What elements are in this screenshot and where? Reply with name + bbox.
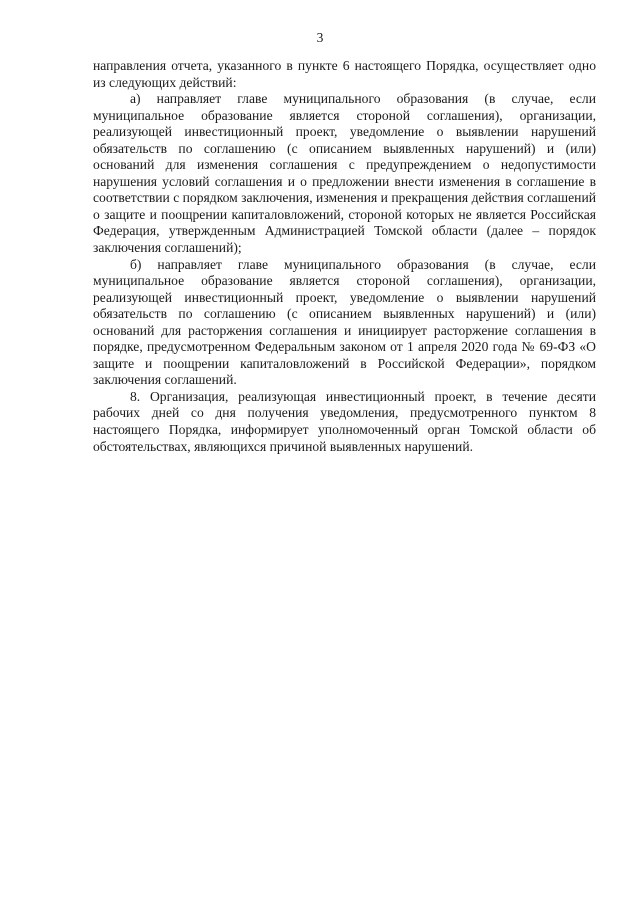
document-body xyxy=(93,58,596,455)
paragraph-intro: направления отчета, указанного в пункте 6 настоящего Порядка, осуществляет одно из следующих действий: xyxy=(93,58,596,90)
paragraph-item-a: а) направляет главе муниципального образования (в случае, если муниципальное образование является стороной соглашения), организации, реализующей инвестиционный проект, уведомление о выявлении нарушений обязательств по соглашению (с описанием выявленных нарушений) и (или) оснований для изменения соглашения с предупреждением о недопустимости нарушения условий соглашения и о предложении внести изменения в соглашение в соответствии с порядком заключения, изменения и прекращения действия соглашений о защите и поощрении капиталовложений, стороной которых не является Российская Федерация, утвержденным Администрацией Томской области (далее – порядок заключения соглашений); xyxy=(93,91,596,256)
page-number: 3 xyxy=(316,30,324,45)
paragraph-item-b: б) направляет главе муниципального образования (в случае, если муниципальное образование является стороной соглашения), организации, реализующей инвестиционный проект, уведомление о выявлении нарушений обязательств по соглашению (с описанием выявленных нарушений) и (или) оснований для расторжения соглашения и инициирует расторжение соглашения в порядке, предусмотренном Федеральным законом от 1 апреля 2020 года № 69-ФЗ «О защите и поощрении капиталовложений в Российской Федерации», порядком заключения соглашений. xyxy=(93,256,596,388)
paragraph-point-8: 8. Организация, реализующая инвестиционный проект, в течение десяти рабочих дней со дня получения уведомления, предусмотренного пунктом 8 настоящего Порядка, информирует уполномоченный орган Томской области об обстоятельствах, являющихся причиной выявленных нарушений. xyxy=(93,388,596,454)
